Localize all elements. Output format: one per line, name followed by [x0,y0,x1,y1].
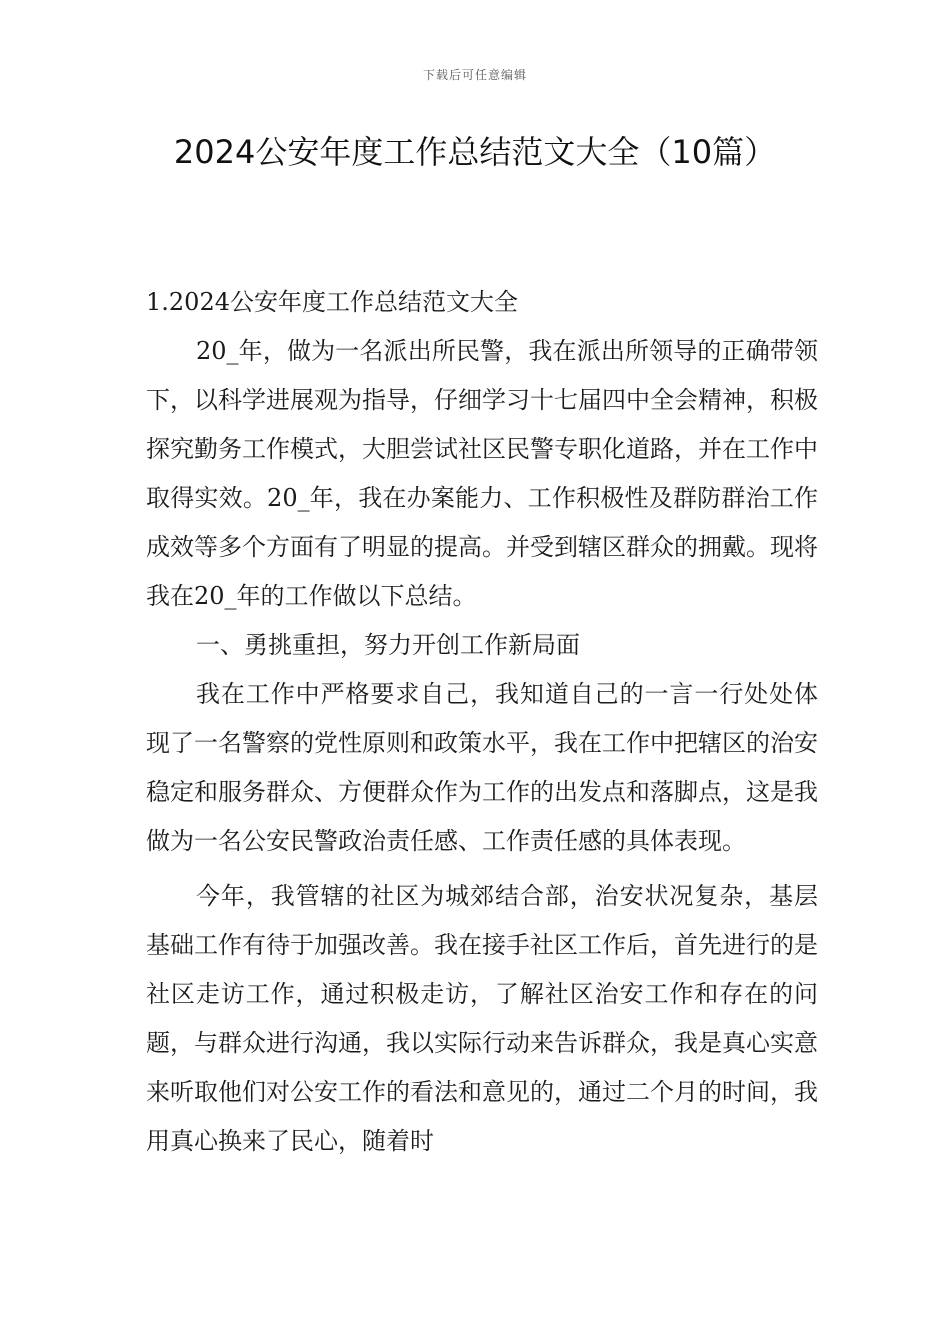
paragraph-intro: 20_年，做为一名派出所民警，我在派出所领导的正确带领下，以科学进展观为指导，仔细学习十七届四中全会精神，积极探究勤务工作模式，大胆尝试社区民警专职化道路，并在工作中取得实效。20_年，我在办案能力、工作积极性及群防群治工作成效等多个方面有了明显的提高。并受到辖区群众的拥戴。现将我在20_年的工作做以下总结。 [146,337,818,610]
document-title: 2024公安年度工作总结范文大全（10篇） [173,133,777,171]
paragraph-community-work: 今年，我管辖的社区为城郊结合部，治安状况复杂，基层基础工作有待于加强改善。我在接手社区工作后，首先进行的是社区走访工作，通过积极走访，了解社区治安工作和存在的问题，与群众进行沟通，我以实际行动来告诉群众，我是真心实意来听取他们对公安工作的看法和意见的，通过二个月的时间，我用真心换来了民心，随着时 [146,882,818,1155]
paragraph-work-attitude: 我在工作中严格要求自己，我知道自己的一言一行处处体现了一名警察的党性原则和政策水平，我在工作中把辖区的治安稳定和服务群众、方便群众作为工作的出发点和落脚点，这是我做为一名公安民警政治责任感、工作责任感的具体表现。 [146,680,818,855]
document-body [146,278,818,1166]
section-heading: 1.2024公安年度工作总结范文大全 [146,288,518,316]
subheading-one: 一、勇挑重担，努力开创工作新局面 [196,631,580,659]
header-note: 下载后可任意编辑 [422,68,527,82]
